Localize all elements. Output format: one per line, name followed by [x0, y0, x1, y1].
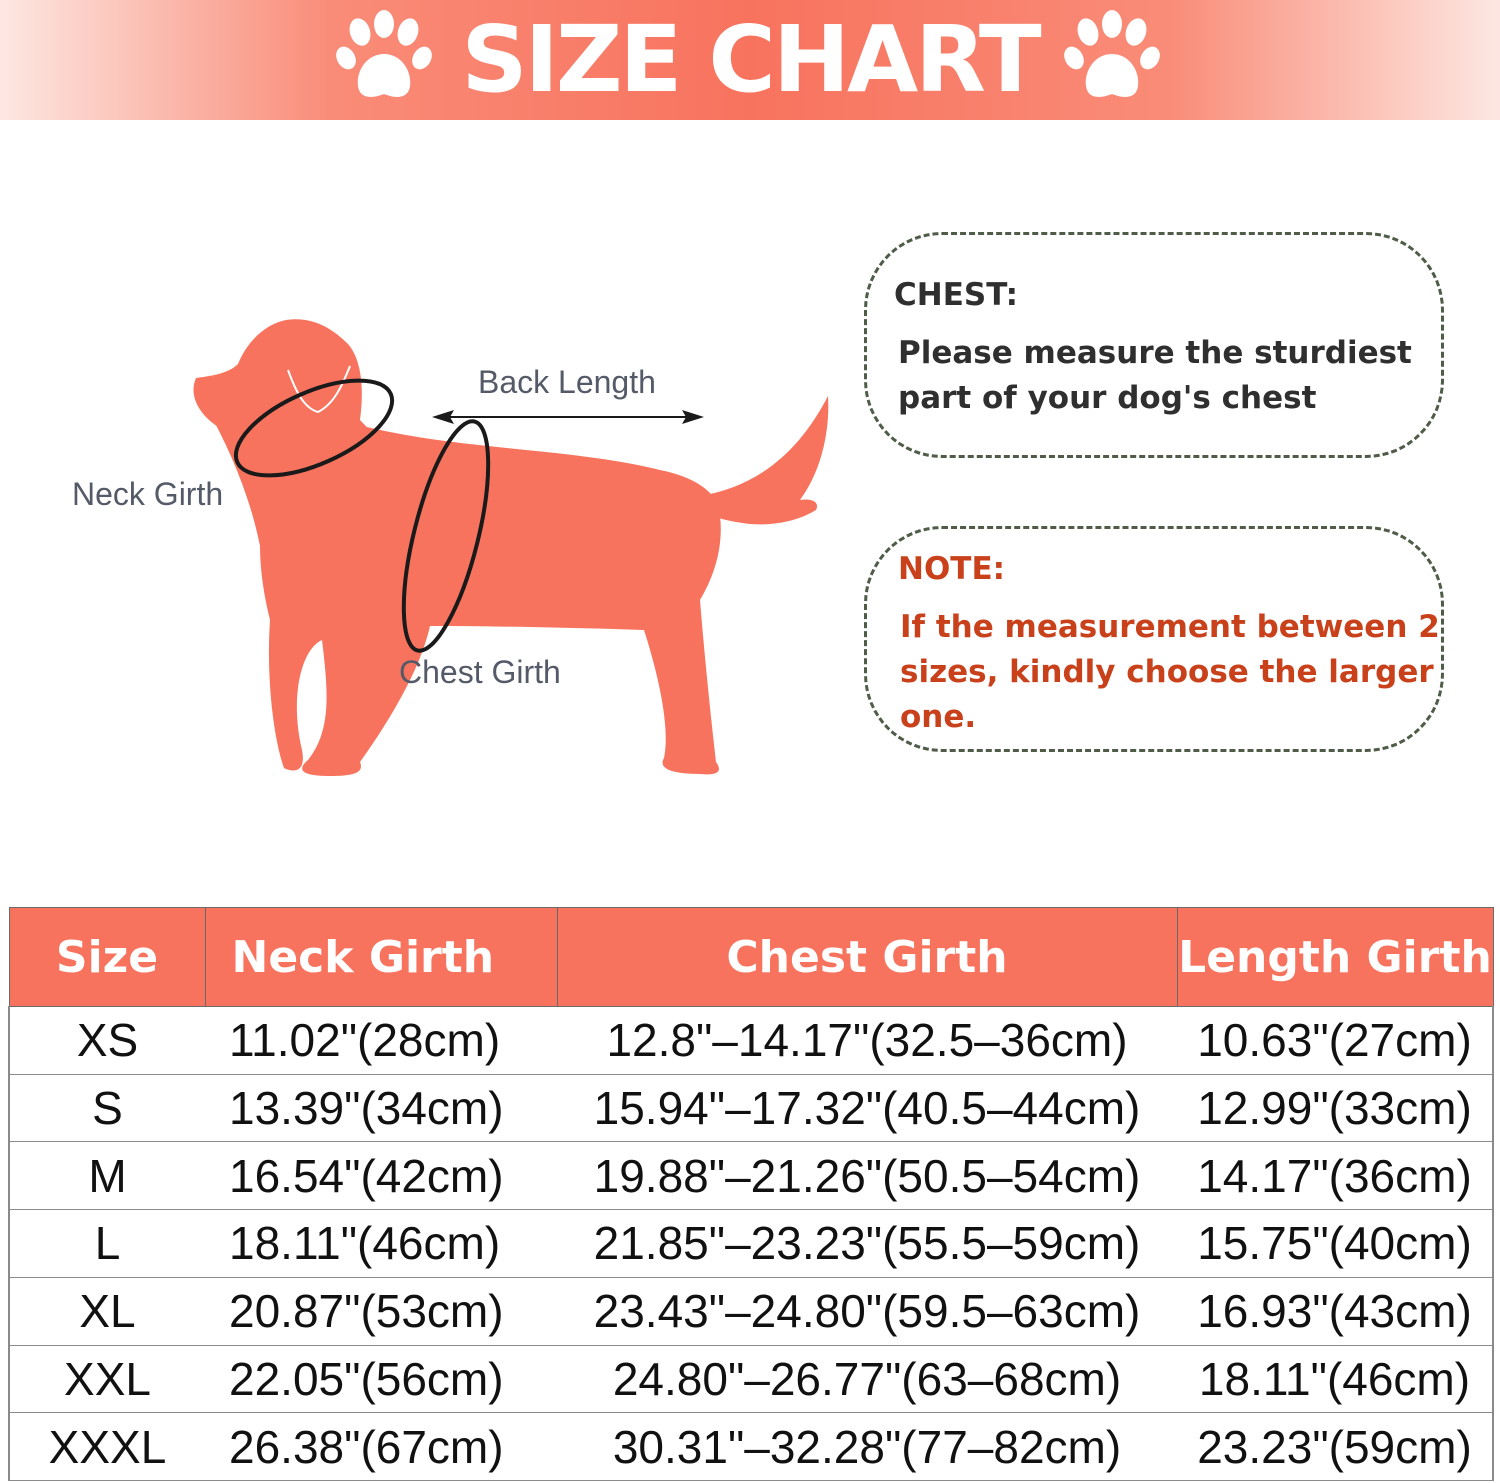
length-girth-cell: 12.99"(33cm) [1177, 1074, 1493, 1142]
length-girth-cell: 18.11"(46cm) [1177, 1345, 1493, 1413]
table-row [9, 1345, 1493, 1413]
chest-girth-cell: 15.94"–17.32"(40.5–44cm) [557, 1074, 1177, 1142]
column-header-size: Size [9, 908, 205, 1007]
chest-info-box [864, 232, 1444, 458]
neck-girth-cell: 16.54"(42cm) [205, 1142, 557, 1210]
note-info-text: If the measurement between 2 sizes, kindly choose the larger one. [900, 609, 1440, 735]
size-cell: XS [9, 1007, 205, 1075]
size-cell: XXL [9, 1345, 205, 1413]
dog-measurement-diagram [60, 300, 860, 800]
table-row [9, 1413, 1493, 1481]
chest-info-text: Please measure the sturdiest part of your dog's chest [898, 335, 1412, 416]
chest-girth-label: Chest Girth [399, 654, 561, 690]
neck-girth-label: Neck Girth [72, 476, 224, 512]
chest-girth-cell: 30.31"–32.28"(77–82cm) [557, 1413, 1177, 1481]
chest-girth-cell: 24.80"–26.77"(63–68cm) [557, 1345, 1177, 1413]
column-header-chest-girth: Chest Girth [557, 908, 1177, 1007]
neck-girth-cell: 20.87"(53cm) [205, 1277, 557, 1345]
page-title: SIZE CHART [461, 6, 1039, 113]
neck-girth-cell: 26.38"(67cm) [205, 1413, 557, 1481]
size-table [8, 907, 1494, 1481]
size-cell: L [9, 1210, 205, 1278]
note-info-box [864, 526, 1444, 752]
neck-girth-cell: 11.02"(28cm) [205, 1007, 557, 1075]
size-cell: XXXL [9, 1413, 205, 1481]
table-row [9, 1007, 1493, 1075]
chest-info-title: CHEST: [894, 277, 1019, 313]
size-cell: S [9, 1074, 205, 1142]
size-cell: XL [9, 1277, 205, 1345]
table-header-row [9, 908, 1493, 1007]
table-row [9, 1142, 1493, 1210]
back-length-label: Back Length [478, 364, 656, 400]
length-girth-cell: 15.75"(40cm) [1177, 1210, 1493, 1278]
table-row [9, 1277, 1493, 1345]
paw-print-icon [1062, 10, 1166, 110]
chest-girth-cell: 21.85"–23.23"(55.5–59cm) [557, 1210, 1177, 1278]
table-row [9, 1210, 1493, 1278]
chest-girth-cell: 23.43"–24.80"(59.5–63cm) [557, 1277, 1177, 1345]
length-girth-cell: 23.23"(59cm) [1177, 1413, 1493, 1481]
neck-girth-cell: 22.05"(56cm) [205, 1345, 557, 1413]
note-info-title: NOTE: [898, 551, 1006, 587]
column-header-length-girth: Length Girth [1177, 908, 1493, 1007]
size-chart-banner [0, 0, 1500, 120]
length-girth-cell: 16.93"(43cm) [1177, 1277, 1493, 1345]
chest-girth-cell: 19.88"–21.26"(50.5–54cm) [557, 1142, 1177, 1210]
length-girth-cell: 14.17"(36cm) [1177, 1142, 1493, 1210]
chest-girth-cell: 12.8"–14.17"(32.5–36cm) [557, 1007, 1177, 1075]
length-girth-cell: 10.63"(27cm) [1177, 1007, 1493, 1075]
neck-girth-cell: 18.11"(46cm) [205, 1210, 557, 1278]
column-header-neck-girth: Neck Girth [205, 908, 557, 1007]
neck-girth-cell: 13.39"(34cm) [205, 1074, 557, 1142]
table-row [9, 1074, 1493, 1142]
size-cell: M [9, 1142, 205, 1210]
